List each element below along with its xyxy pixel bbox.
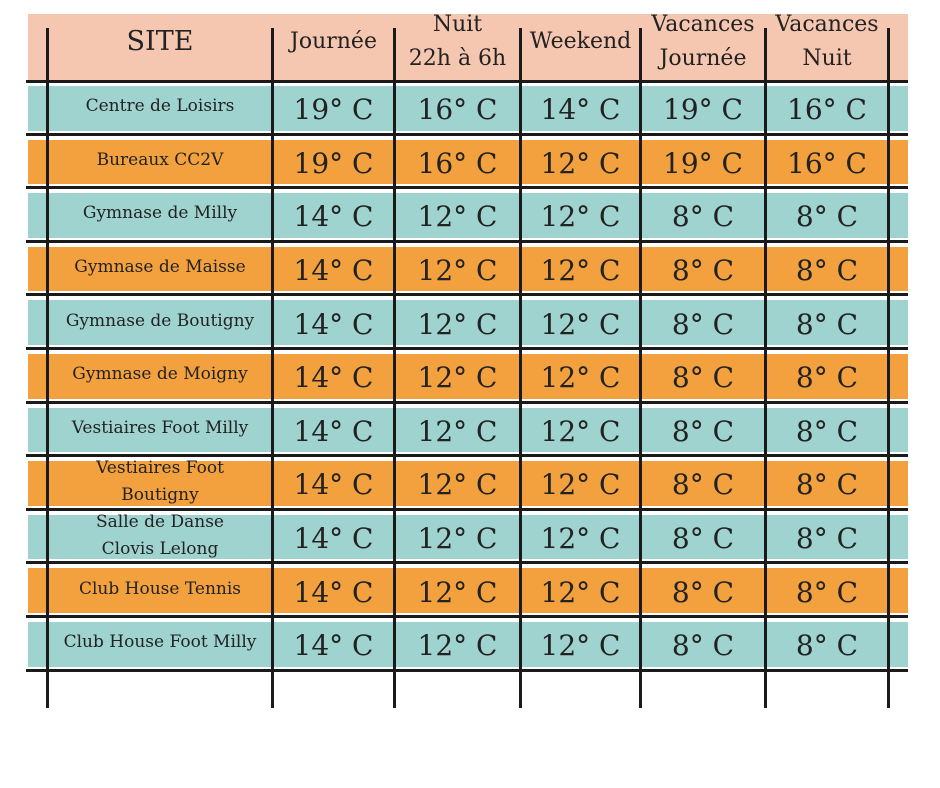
grid-line-horizontal — [26, 401, 908, 404]
grid-line-horizontal — [26, 293, 908, 296]
column-header-site-line-1: SITE — [126, 26, 194, 57]
temperature-journee: 14° C — [293, 307, 374, 341]
site-name-line-1: Bureaux CC2V — [96, 149, 224, 170]
site-name-line-1: Centre de Loisirs — [85, 96, 235, 117]
temperature-nuit: 16° C — [417, 93, 498, 127]
site-name-line-1: Gymnase de Moigny — [72, 364, 248, 385]
temperature-vac-nuit: 8° C — [795, 200, 859, 234]
column-header-nuit — [396, 4, 519, 80]
temperature-weekend: 14° C — [540, 93, 621, 127]
grid-line-vertical — [764, 28, 767, 708]
column-header-site — [49, 4, 271, 80]
grid-line-vertical — [271, 28, 274, 708]
temperature-vac-journee: 8° C — [671, 307, 735, 341]
temperature-weekend: 12° C — [540, 307, 621, 341]
site-name — [49, 189, 271, 239]
temperature-nuit: 16° C — [417, 146, 498, 180]
temperature-nuit: 12° C — [417, 307, 498, 341]
grid-line-vertical — [393, 28, 396, 708]
temperature-weekend: 12° C — [540, 468, 621, 502]
temperature-vac-journee: 8° C — [671, 629, 735, 663]
column-header-vacances-journee-line-2: Journée — [659, 46, 747, 71]
site-name — [49, 404, 271, 454]
grid-line-vertical — [887, 28, 890, 708]
column-header-nuit-line-2: 22h à 6h — [408, 46, 507, 71]
column-header-vacances-journee-line-1: Vacances — [651, 12, 755, 37]
temperature-vac-journee: 8° C — [671, 522, 735, 556]
grid-line-horizontal — [26, 561, 908, 564]
temperature-weekend: 12° C — [540, 361, 621, 395]
site-name-line-2: Boutigny — [121, 484, 199, 505]
site-name-line-1: Gymnase de Boutigny — [65, 310, 255, 331]
site-name — [49, 618, 271, 668]
site-name — [49, 243, 271, 293]
temperature-nuit: 12° C — [417, 522, 498, 556]
temperature-vac-nuit: 16° C — [787, 146, 867, 180]
temperature-nuit: 12° C — [417, 200, 498, 234]
column-header-nuit-line-1: Nuit — [432, 12, 483, 37]
grid-line-vertical — [519, 28, 522, 708]
temperature-vac-journee: 8° C — [671, 361, 735, 395]
temperature-weekend: 12° C — [540, 629, 621, 663]
grid-line-vertical — [46, 28, 49, 708]
temperature-weekend: 12° C — [540, 575, 621, 609]
temperature-vac-nuit: 8° C — [795, 414, 859, 448]
temperature-nuit: 12° C — [417, 575, 498, 609]
site-name — [49, 564, 271, 614]
site-name-line-1: Club House Tennis — [78, 578, 241, 599]
temperature-weekend: 12° C — [540, 414, 621, 448]
temperature-nuit: 12° C — [417, 361, 498, 395]
temperature-weekend: 12° C — [540, 200, 621, 234]
temperature-vac-journee: 8° C — [671, 468, 735, 502]
temperature-journee: 14° C — [293, 414, 374, 448]
temperature-vac-journee: 8° C — [671, 414, 735, 448]
grid-line-horizontal — [26, 240, 908, 243]
temperature-journee: 14° C — [293, 254, 374, 288]
temperature-weekend: 12° C — [540, 522, 621, 556]
temperature-journee: 19° C — [293, 146, 374, 180]
grid-line-vertical — [639, 28, 642, 708]
site-name-line-1: Vestiaires Foot — [96, 457, 224, 478]
temperature-vac-nuit: 8° C — [795, 254, 859, 288]
site-name — [49, 136, 271, 186]
temperature-vac-journee: 19° C — [663, 93, 743, 127]
site-name-line-2: Clovis Lelong — [101, 538, 219, 559]
site-name-line-1: Club House Foot Milly — [63, 632, 257, 653]
grid-line-horizontal — [26, 508, 908, 511]
temperature-journee: 19° C — [293, 93, 374, 127]
temperature-vac-journee: 8° C — [671, 254, 735, 288]
temperature-nuit: 12° C — [417, 468, 498, 502]
temperature-vac-nuit: 8° C — [795, 468, 859, 502]
temperature-vac-journee: 19° C — [663, 146, 743, 180]
column-header-journee — [274, 4, 393, 80]
temperature-vac-nuit: 8° C — [795, 629, 859, 663]
temperature-journee: 14° C — [293, 522, 374, 556]
temperature-weekend: 12° C — [540, 254, 621, 288]
column-header-weekend-line-1: Weekend — [529, 29, 632, 54]
temperature-nuit: 12° C — [417, 629, 498, 663]
grid-line-horizontal — [26, 669, 908, 672]
site-name-line-1: Gymnase de Maisse — [74, 257, 246, 278]
site-name — [49, 511, 271, 561]
column-header-vacances-journee — [642, 4, 764, 80]
site-name — [49, 457, 271, 507]
site-name-line-1: Gymnase de Milly — [82, 203, 238, 224]
temperature-journee: 14° C — [293, 361, 374, 395]
temperature-vac-nuit: 8° C — [795, 522, 859, 556]
column-header-vacances-nuit-line-2: Nuit — [802, 46, 852, 71]
temperature-journee: 14° C — [293, 575, 374, 609]
column-header-vacances-nuit — [767, 4, 887, 80]
site-name-line-1: Salle de Danse — [96, 511, 224, 532]
temperature-vac-journee: 8° C — [671, 200, 735, 234]
temperature-journee: 14° C — [293, 468, 374, 502]
temperature-journee: 14° C — [293, 200, 374, 234]
temperature-weekend: 12° C — [540, 146, 621, 180]
temperature-vac-nuit: 8° C — [795, 307, 859, 341]
temperature-vac-nuit: 16° C — [787, 93, 867, 127]
temperature-nuit: 12° C — [417, 414, 498, 448]
grid-line-horizontal — [26, 454, 908, 457]
site-name — [49, 296, 271, 346]
column-header-vacances-nuit-line-1: Vacances — [775, 12, 879, 37]
grid-line-horizontal — [26, 347, 908, 350]
column-header-weekend — [522, 4, 639, 80]
column-header-journee-line-1: Journée — [290, 29, 377, 54]
site-name-line-1: Vestiaires Foot Milly — [71, 417, 249, 438]
site-name — [49, 82, 271, 132]
temperature-vac-journee: 8° C — [671, 575, 735, 609]
grid-line-horizontal — [26, 186, 908, 189]
temperature-vac-nuit: 8° C — [795, 575, 859, 609]
temperature-journee: 14° C — [293, 629, 374, 663]
site-name — [49, 350, 271, 400]
grid-line-horizontal — [26, 133, 908, 136]
temperature-vac-nuit: 8° C — [795, 361, 859, 395]
grid-line-horizontal — [26, 615, 908, 618]
temperature-nuit: 12° C — [417, 254, 498, 288]
grid-line-horizontal — [26, 80, 908, 83]
